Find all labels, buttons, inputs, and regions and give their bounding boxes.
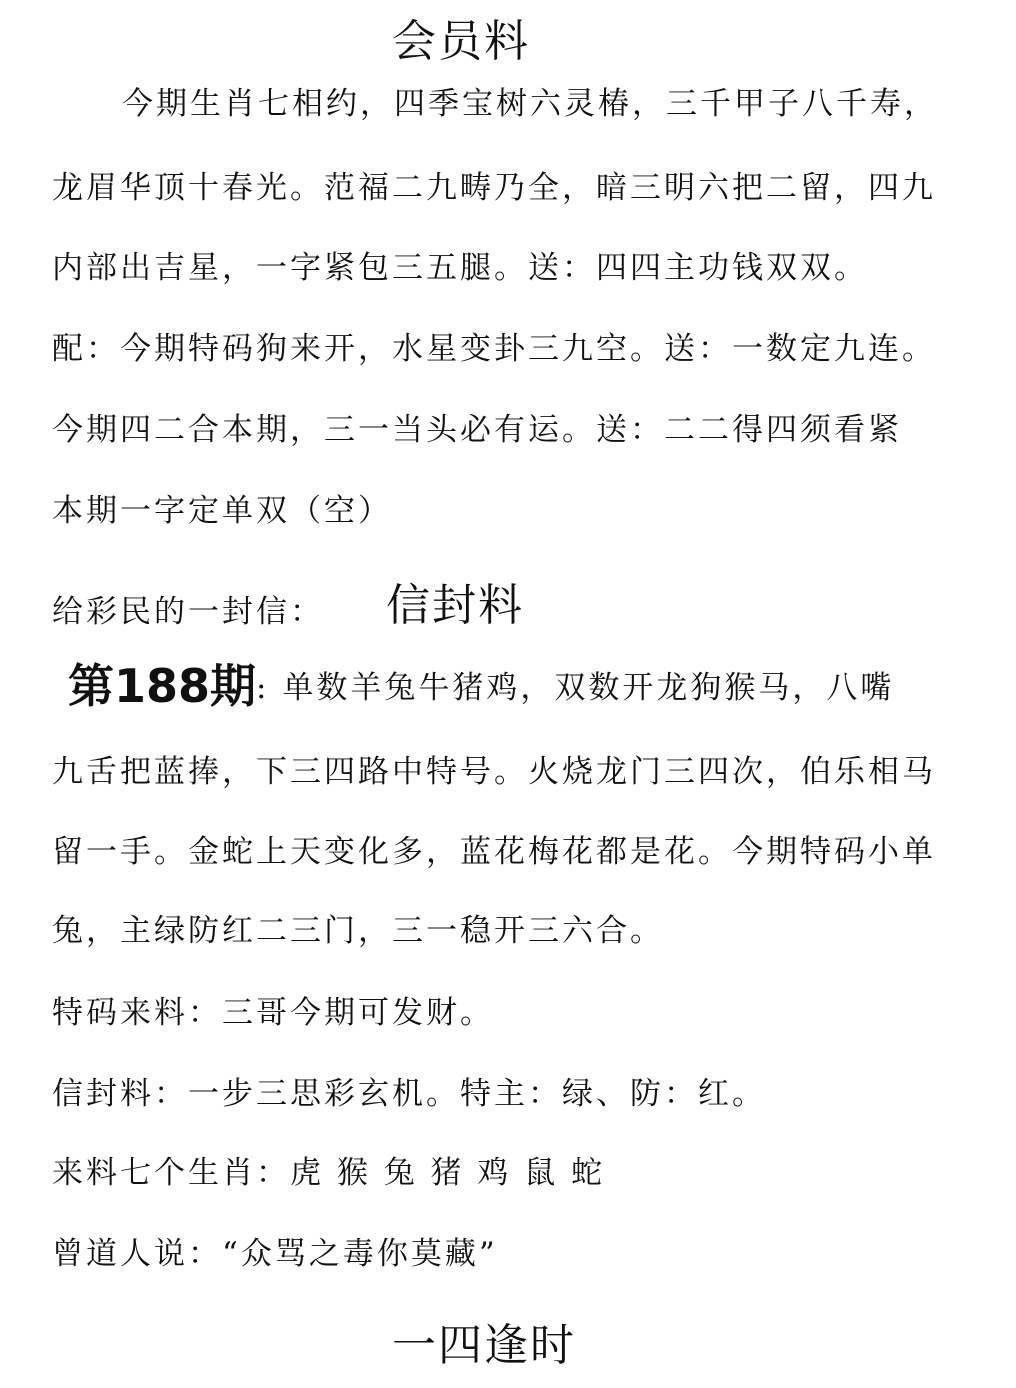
issue-line-text: : 单数羊兔牛猪鸡，双数开龙狗猴马，八嘴 (256, 670, 895, 706)
member-line-1: 今期生肖七相约，四季宝树六灵椿，三千甲子八千寿， (122, 86, 938, 122)
special-code-line: 特码来料：三哥今期可发财。 (52, 995, 494, 1031)
letter-line-1: 九舌把蓝捧，下三四路中特号。火烧龙门三四次，伯乐相马 (52, 754, 936, 790)
member-line-4: 配：今期特码狗来开，水星变卦三九空。送：一数定九连。 (52, 331, 936, 367)
member-line-3: 内部出吉星，一字紧包三五腿。送：四四主功钱双双。 (52, 250, 868, 286)
letter-line-3: 兔，主绿防红二三门，三一稳开三六合。 (52, 913, 664, 949)
member-line-2: 龙眉华顶十春光。范福二九畴乃全，暗三明六把二留，四九 (52, 170, 936, 206)
letter-line-2: 留一手。金蛇上天变化多，蓝花梅花都是花。今期特码小单 (52, 834, 936, 870)
quote-line: 曾道人说：“众骂之毒你莫藏” (52, 1236, 498, 1272)
footer-title: 一四逢时 (392, 1320, 576, 1371)
envelope-material-line: 信封料：一步三思彩玄机。特主：绿、防：红。 (52, 1076, 766, 1112)
member-line-6: 本期一字定单双（空） (52, 493, 392, 529)
issue-number: 第188期 (68, 659, 257, 713)
letter-intro: 给彩民的一封信： (52, 594, 324, 630)
member-section-title: 会员料 (392, 16, 530, 67)
letter-section-title: 信封料 (386, 580, 524, 631)
zodiac-list-line: 来料七个生肖：虎 猴 兔 猪 鸡 鼠 蛇 (52, 1155, 606, 1191)
member-line-5: 今期四二合本期，三一当头必有运。送：二二得四须看紧 (52, 412, 902, 448)
issue-line (68, 659, 895, 713)
